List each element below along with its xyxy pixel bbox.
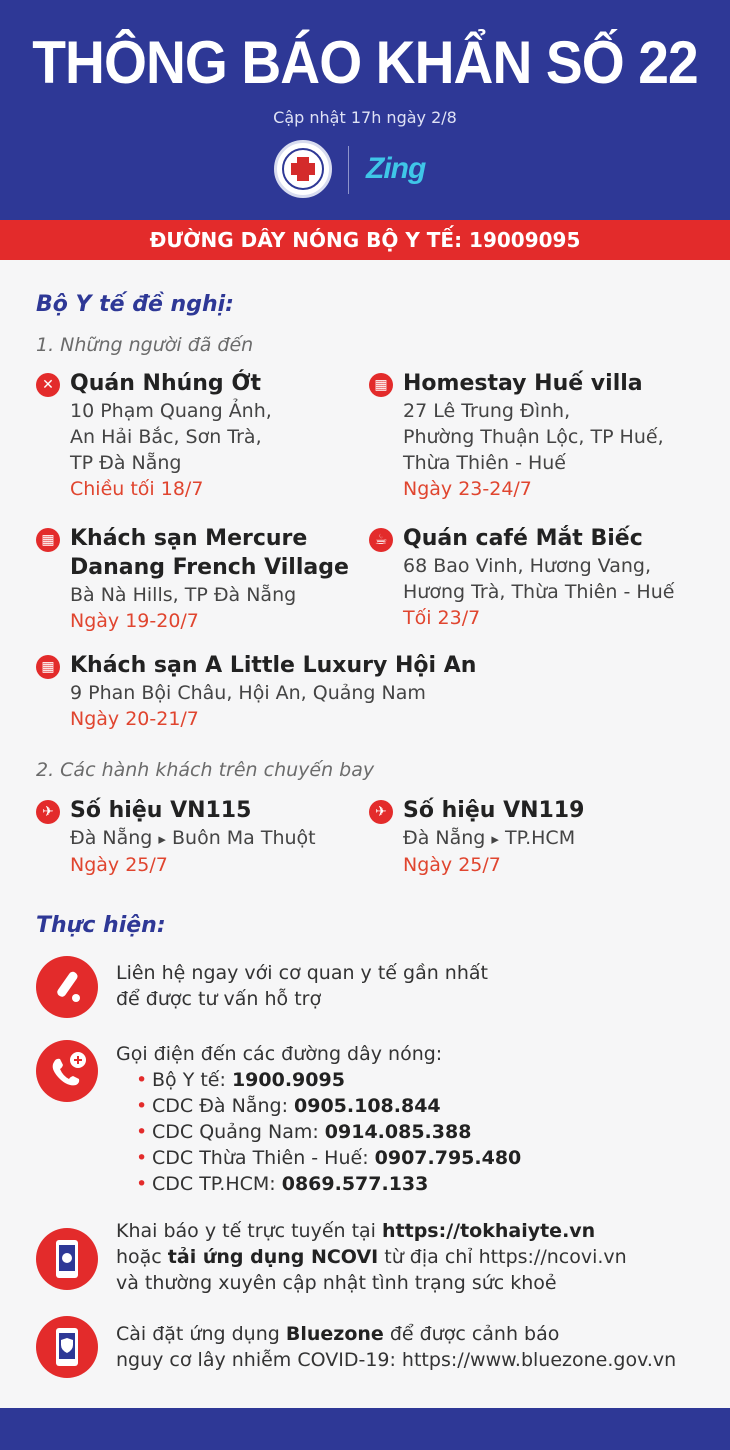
flight-card [369,796,714,878]
declare-link: https://tokhaiyte.vn [382,1220,596,1242]
bluezone-line: nguy cơ lây nhiễm COVID-19: https://www.bluezone.gov.vn [116,1349,677,1371]
flight-number: Số hiệu VN115 [70,798,252,823]
group2-heading: 2. Các hành khách trên chuyến bay [36,759,375,781]
location-address: Hương Trà, Thừa Thiên - Huế [403,581,675,603]
hotline-label: CDC Quảng Nam: [152,1121,325,1143]
route-to: Buôn Ma Thuột [172,827,316,849]
text: để được cảnh báo [383,1323,560,1345]
route-from: Đà Nẵng [70,827,153,849]
logo-cross-horizontal [291,163,315,175]
hotline-item: • CDC TP.HCM: 0869.577.133 [136,1173,429,1195]
hotel-icon: ▦ [36,528,60,552]
flight-route [70,825,356,852]
hotline-label: Bộ Y tế: [152,1069,232,1091]
route-arrow-icon: ▸ [158,830,166,848]
location-address: TP Đà Nẵng [70,452,182,474]
location-address: 68 Bao Vinh, Hương Vang, [403,555,651,577]
flight-number: Số hiệu VN119 [403,798,585,823]
hotline-item: • CDC Thừa Thiên - Huế: 0907.795.480 [136,1147,522,1169]
hotline-instruction [116,1041,521,1197]
location-date: Chiều tối 18/7 [70,478,204,500]
zing-logo: Zing [366,152,426,185]
location-address: 10 Phạm Quang Ảnh, [70,400,272,422]
route-arrow-icon: ▸ [491,830,499,848]
location-card [36,369,356,502]
location-name: Quán café Mắt Biếc [403,526,643,551]
hotline-list [132,1067,521,1197]
hotline-item: • CDC Đà Nẵng: 0905.108.844 [136,1095,441,1117]
location-name: Khách sạn A Little Luxury Hội An [70,653,477,678]
actions-heading: Thực hiện: [36,913,166,938]
ministry-of-health-logo [274,140,332,198]
hotline-item: • CDC Quảng Nam: 0914.085.388 [136,1121,472,1143]
declare-line: và thường xuyên cập nhật tình trạng sức khoẻ [116,1272,557,1294]
recommend-heading: Bộ Y tế đề nghị: [36,292,234,317]
text: Khai báo y tế trực tuyến tại [116,1220,382,1242]
logo-divider [348,146,349,194]
contact-instruction [116,960,488,1012]
mobile-declare-icon [36,1228,98,1290]
contact-line: để được tư vấn hỗ trợ [116,988,322,1010]
location-date: Tối 23/7 [403,607,481,629]
header-banner [0,0,730,220]
airplane-icon: ✈ [369,800,393,824]
contact-line: Liên hệ ngay với cơ quan y tế gần nhất [116,962,488,984]
flight-date: Ngày 25/7 [70,854,168,876]
location-name: Khách sạn Mercure [70,526,308,551]
text: hoặc [116,1246,168,1268]
hotline-label: CDC TP.HCM: [152,1173,282,1195]
hotline-label: CDC Đà Nẵng: [152,1095,295,1117]
mobile-shield-icon [36,1316,98,1378]
location-address: Thừa Thiên - Huế [403,452,566,474]
declare-line [116,1218,627,1244]
update-time: Cập nhật 17h ngày 2/8 [273,108,457,127]
flight-route [403,825,714,852]
location-address: An Hải Bắc, Sơn Trà, [70,426,262,448]
declare-instruction [116,1218,627,1296]
hotline-intro: Gọi điện đến các đường dây nóng: [116,1043,443,1065]
hotline-item: • Bộ Y tế: 1900.9095 [136,1069,345,1091]
hotline-number: 0905.108.844 [294,1095,441,1117]
text: từ địa chỉ https://ncovi.vn [378,1246,627,1268]
no-entry-icon: ✕ [36,373,60,397]
hotline-number: 1900.9095 [231,1069,345,1091]
location-address: 27 Lê Trung Đình, [403,400,571,422]
location-address: Bà Nà Hills, TP Đà Nẵng [70,584,297,606]
hotline-number: 0869.577.133 [281,1173,429,1195]
hotline-number: 0907.795.480 [374,1147,522,1169]
location-date: Ngày 23-24/7 [403,478,532,500]
hotline-banner: ĐƯỜNG DÂY NÓNG BỘ Y TẾ: 19009095 [0,220,730,260]
location-name: Danang French Village [70,555,349,580]
hotel-icon: ▦ [36,655,60,679]
text: Cài đặt ứng dụng [116,1323,286,1345]
location-address: Phường Thuận Lộc, TP Huế, [403,426,664,448]
hotline-number: 0914.085.388 [324,1121,472,1143]
location-name: Quán Nhúng Ớt [70,371,262,396]
route-from: Đà Nẵng [403,827,486,849]
bluezone-line [116,1321,676,1347]
location-address: 9 Phan Bội Châu, Hội An, Quảng Nam [70,682,426,704]
bluezone-instruction [116,1321,676,1373]
phone-plus-icon [36,1040,98,1102]
declare-line [116,1244,627,1270]
location-name: Homestay Huế villa [403,371,643,396]
hotel-icon: ▦ [369,373,393,397]
flight-date: Ngày 25/7 [403,854,501,876]
flight-card [36,796,356,878]
location-card [36,524,356,634]
location-card [36,651,696,732]
footer-bar [0,1408,730,1450]
bluezone-text: Bluezone [285,1323,384,1345]
ncovi-text: tải ứng dụng NCOVI [167,1246,379,1268]
location-card [369,524,714,631]
location-card [369,369,714,502]
location-date: Ngày 20-21/7 [70,708,199,730]
hotline-label: CDC Thừa Thiên - Huế: [152,1147,375,1169]
coffee-icon: ☕ [369,528,393,552]
location-date: Ngày 19-20/7 [70,610,199,632]
test-tube-icon [36,956,98,1018]
airplane-icon: ✈ [36,800,60,824]
page-title: THÔNG BÁO KHẨN SỐ 22 [32,29,698,96]
route-to: TP.HCM [505,827,576,849]
group1-heading: 1. Những người đã đến [36,334,254,356]
